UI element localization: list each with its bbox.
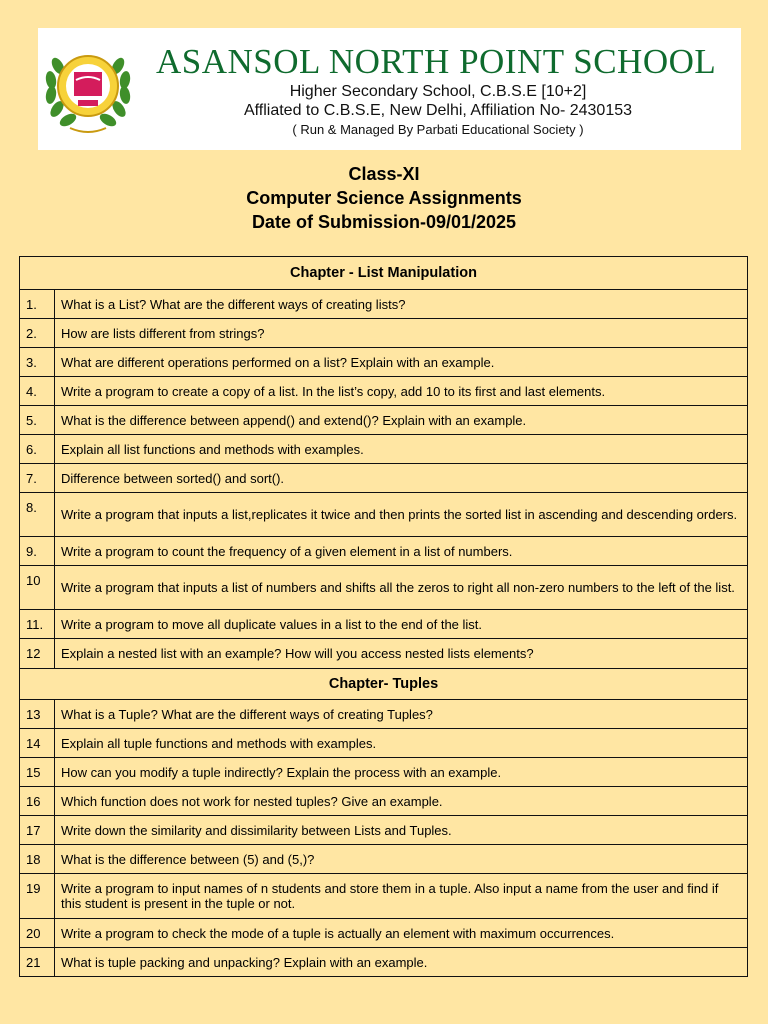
question-number: 2. bbox=[20, 319, 55, 348]
chapter-header-row bbox=[20, 257, 748, 290]
question-number: 10 bbox=[20, 566, 55, 610]
question-number: 18 bbox=[20, 845, 55, 874]
chapter-title: Chapter- Tuples bbox=[20, 669, 748, 700]
question-number: 9. bbox=[20, 537, 55, 566]
table-row bbox=[20, 758, 748, 787]
question-number: 3. bbox=[20, 348, 55, 377]
school-name: ASANSOL NORTH POINT SCHOOL bbox=[156, 42, 717, 81]
question-text: Write a program that inputs a list,replicates it twice and then prints the sorted list in ascending and descending orders. bbox=[55, 493, 748, 537]
class-title: Class-XI bbox=[348, 164, 420, 184]
school-header-banner bbox=[38, 28, 741, 150]
table-row bbox=[20, 464, 748, 493]
question-text: Which function does not work for nested tuples? Give an example. bbox=[55, 787, 748, 816]
question-text: Write a program that inputs a list of numbers and shifts all the zeros to right all non-zero numbers to the left of the list. bbox=[55, 566, 748, 610]
question-text: Explain all tuple functions and methods with examples. bbox=[55, 729, 748, 758]
question-number: 20 bbox=[20, 919, 55, 948]
table-row bbox=[20, 729, 748, 758]
table-row bbox=[20, 700, 748, 729]
question-number: 15 bbox=[20, 758, 55, 787]
table-row bbox=[20, 919, 748, 948]
table-row bbox=[20, 566, 748, 610]
question-text: What is a Tuple? What are the different ways of creating Tuples? bbox=[55, 700, 748, 729]
question-text: What is the difference between append() and extend()? Explain with an example. bbox=[55, 406, 748, 435]
assignment-title-block bbox=[0, 162, 768, 234]
question-text: Write a program to count the frequency of a given element in a list of numbers. bbox=[55, 537, 748, 566]
question-number: 17 bbox=[20, 816, 55, 845]
question-text: What are different operations performed on a list? Explain with an example. bbox=[55, 348, 748, 377]
question-number: 14 bbox=[20, 729, 55, 758]
question-number: 21 bbox=[20, 948, 55, 977]
question-number: 8. bbox=[20, 493, 55, 537]
question-text: Difference between sorted() and sort(). bbox=[55, 464, 748, 493]
table-row bbox=[20, 845, 748, 874]
table-row bbox=[20, 787, 748, 816]
table-row bbox=[20, 406, 748, 435]
question-number: 16 bbox=[20, 787, 55, 816]
question-text: How can you modify a tuple indirectly? Explain the process with an example. bbox=[55, 758, 748, 787]
school-affiliation-number: Affliated to C.B.S.E, New Delhi, Affiliation No- 2430153 bbox=[243, 102, 633, 119]
question-text: How are lists different from strings? bbox=[55, 319, 748, 348]
question-number: 4. bbox=[20, 377, 55, 406]
question-text: Write a program to check the mode of a tuple is actually an element with maximum occurrences. bbox=[55, 919, 748, 948]
question-text: Write a program to create a copy of a list. In the list’s copy, add 10 to its first and last elements. bbox=[55, 377, 748, 406]
question-text: What is the difference between (5) and (5,)? bbox=[55, 845, 748, 874]
question-number: 5. bbox=[20, 406, 55, 435]
table-row bbox=[20, 493, 748, 537]
table-row bbox=[20, 639, 748, 669]
question-text: What is tuple packing and unpacking? Explain with an example. bbox=[55, 948, 748, 977]
table-row bbox=[20, 290, 748, 319]
chapter-header-row bbox=[20, 669, 748, 700]
subject-title: Computer Science Assignments bbox=[246, 188, 522, 208]
table-row bbox=[20, 874, 748, 919]
table-row bbox=[20, 319, 748, 348]
school-affiliation-line: Higher Secondary School, C.B.S.E [10+2] bbox=[289, 83, 587, 100]
question-text: Explain a nested list with an example? How will you access nested lists elements? bbox=[55, 639, 748, 669]
question-text: Explain all list functions and methods with examples. bbox=[55, 435, 748, 464]
question-text: Write down the similarity and dissimilarity between Lists and Tuples. bbox=[55, 816, 748, 845]
question-number: 13 bbox=[20, 700, 55, 729]
question-number: 19 bbox=[20, 874, 55, 919]
table-row bbox=[20, 537, 748, 566]
school-management-note: ( Run & Managed By Parbati Educational Society ) bbox=[292, 122, 584, 137]
question-number: 11. bbox=[20, 610, 55, 639]
table-row bbox=[20, 948, 748, 977]
question-text: Write a program to move all duplicate values in a list to the end of the list. bbox=[55, 610, 748, 639]
school-logo-emblem bbox=[40, 36, 136, 142]
question-text: Write a program to input names of n students and store them in a tuple. Also input a name from the user and find if this student is present in the tuple or not. bbox=[55, 874, 748, 919]
table-row bbox=[20, 816, 748, 845]
assignment-table bbox=[19, 256, 748, 977]
table-row bbox=[20, 435, 748, 464]
question-number: 1. bbox=[20, 290, 55, 319]
question-number: 6. bbox=[20, 435, 55, 464]
question-number: 12 bbox=[20, 639, 55, 669]
table-row bbox=[20, 610, 748, 639]
question-text: What is a List? What are the different ways of creating lists? bbox=[55, 290, 748, 319]
table-row bbox=[20, 348, 748, 377]
question-number: 7. bbox=[20, 464, 55, 493]
table-row bbox=[20, 377, 748, 406]
submission-date: Date of Submission-09/01/2025 bbox=[251, 212, 517, 232]
chapter-title: Chapter - List Manipulation bbox=[20, 257, 748, 290]
